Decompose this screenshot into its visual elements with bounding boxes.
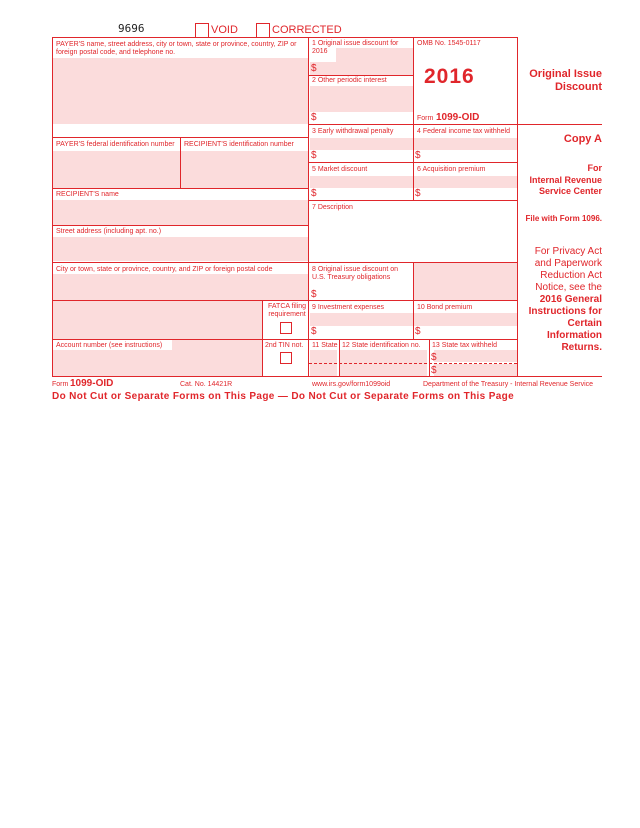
state-dash-row <box>309 363 517 364</box>
sidebar-privacy-3: Reduction Act <box>540 270 602 281</box>
account-fill-2 <box>52 350 262 376</box>
sidebar-privacy-bold-5: Returns. <box>561 342 602 353</box>
box10-fill <box>414 313 518 326</box>
second-tin-checkbox[interactable] <box>280 352 292 364</box>
row-name-end <box>52 225 309 226</box>
box3-dollar: $ <box>311 150 317 161</box>
box1-dollar: $ <box>311 63 317 74</box>
row-box5-end <box>309 200 517 201</box>
row-city-end <box>52 300 517 301</box>
omb-label: OMB No. 1545-0117 <box>417 40 481 47</box>
box4-dollar: $ <box>415 150 421 161</box>
box13-fill <box>434 350 518 362</box>
row-street-end <box>52 262 309 263</box>
box2-label: 2 Other periodic interest <box>312 77 387 84</box>
box5-label: 5 Market discount <box>312 166 368 173</box>
separator-box11 <box>339 339 340 376</box>
box13-fill-2 <box>434 364 518 376</box>
street-fill <box>52 237 309 261</box>
city-fill <box>52 274 309 300</box>
box10-dollar: $ <box>415 326 421 337</box>
recipient-id-fill <box>181 151 309 188</box>
box6-fill <box>414 176 518 188</box>
box13-dollar-2: $ <box>431 365 437 376</box>
corrected-label: CORRECTED <box>272 24 342 36</box>
sidebar-privacy-bold-2: Instructions for <box>528 306 602 317</box>
city-label: City or town, state or province, country, and ZIP or foreign postal code <box>56 266 273 273</box>
box8-fill <box>414 262 518 300</box>
row-box2-end <box>309 124 602 125</box>
box12-label: 12 State identification no. <box>342 342 421 349</box>
box4-fill <box>414 138 518 150</box>
fatca-row-fill <box>52 301 262 339</box>
corrected-checkbox[interactable] <box>256 23 270 38</box>
payer-fed-id-fill <box>52 151 180 188</box>
sidebar-privacy-bold-1: 2016 General <box>539 294 602 305</box>
sidebar-privacy-bold-3: Certain <box>567 318 602 329</box>
box8-label: 8 Original issue discount on U.S. Treasury obligations <box>312 266 398 281</box>
fatca-label: FATCA filing requirement <box>268 303 306 318</box>
separator-right-col <box>517 124 518 376</box>
frame-left <box>52 37 53 377</box>
footer-dept: Department of the Treasury - Internal Revenue Service <box>423 381 594 388</box>
box2-fill <box>310 86 413 112</box>
separator-box12 <box>429 339 430 376</box>
separator-main <box>308 37 309 377</box>
footer-do-not-cut: Do Not Cut or Separate Forms on This Page — Do Not Cut or Separate Forms on This Page <box>52 391 515 402</box>
box11-label: 11 State <box>312 342 338 349</box>
sidebar-title-2: Discount <box>554 81 602 93</box>
box2-dollar: $ <box>311 112 317 123</box>
separator-omb-right <box>517 37 518 124</box>
sidebar-privacy-bold-4: Information <box>547 330 602 341</box>
account-label: Account number (see instructions) <box>56 342 163 349</box>
sidebar-irs-1: Internal Revenue <box>529 175 602 185</box>
box6-label: 6 Acquisition premium <box>417 166 486 173</box>
void-label: VOID <box>211 24 238 36</box>
box9-fill <box>310 313 413 326</box>
sidebar-irs-2: Service Center <box>538 186 602 196</box>
recipient-id-label: RECIPIENT'S identification number <box>184 141 294 148</box>
sidebar-for: For <box>587 163 602 173</box>
sidebar-privacy-4: Notice, see the <box>535 282 602 293</box>
form-name-label: 1099-OID <box>436 112 480 123</box>
box9-label: 9 Investment expenses <box>312 304 384 311</box>
separator-fatca <box>262 300 263 376</box>
box8-dollar: $ <box>311 289 317 300</box>
box4-label: 4 Federal income tax withheld <box>417 128 510 135</box>
sidebar-privacy-1: For Privacy Act <box>534 246 602 257</box>
separator-box1-omb <box>413 37 414 124</box>
street-label: Street address (including apt. no.) <box>56 228 162 235</box>
box1-fill-2 <box>310 62 413 75</box>
box6-dollar: $ <box>415 188 421 199</box>
payer-info-fill <box>52 58 309 124</box>
row-fed-end <box>52 188 309 189</box>
box5-fill <box>310 176 413 188</box>
box9-dollar: $ <box>311 326 317 337</box>
void-checkbox[interactable] <box>195 23 209 38</box>
box13-label: 13 State tax withheld <box>432 342 497 349</box>
footer-form-name: 1099-OID <box>70 378 114 389</box>
footer-cat-no: Cat. No. 14421R <box>180 381 233 388</box>
sidebar-file-with: File with Form 1096. <box>525 214 602 223</box>
box10-label: 10 Bond premium <box>417 304 473 311</box>
recipient-name-fill <box>52 200 309 225</box>
footer-form-prefix: Form <box>52 381 69 388</box>
sidebar-copy: Copy A <box>563 133 602 145</box>
box1-label: 1 Original issue discount for 2016 <box>312 40 399 55</box>
row-box3-end <box>309 162 517 163</box>
row-box1-box2 <box>309 75 413 76</box>
payer-fed-id-label: PAYER'S federal identification number <box>56 141 175 148</box>
frame-top <box>52 37 517 38</box>
box13-dollar-1: $ <box>431 352 437 363</box>
separator-fed-rec <box>180 137 181 188</box>
form-code: 9696 <box>118 22 145 35</box>
box5-dollar: $ <box>311 188 317 199</box>
year-label: 2016 <box>424 65 475 88</box>
frame-bottom <box>52 376 602 377</box>
sidebar-title-1: Original Issue <box>529 68 602 80</box>
footer-url: www.irs.gov/form1099oid <box>312 381 391 388</box>
box7-label: 7 Description <box>312 204 353 211</box>
fatca-checkbox[interactable] <box>280 322 292 334</box>
row-box9-end <box>52 339 517 340</box>
box3-label: 3 Early withdrawal penalty <box>312 128 394 135</box>
row-box7-end <box>309 262 517 263</box>
sidebar-privacy-2: and Paperwork <box>534 258 602 269</box>
payer-info-label: PAYER'S name, street address, city or town, state or province, country, ZIP or foreign postal code, and telephone no. <box>56 41 297 56</box>
row-payer-end <box>52 137 309 138</box>
form-name-prefix: Form <box>417 115 434 122</box>
second-tin-label: 2nd TIN not. <box>265 342 304 349</box>
account-fill <box>172 340 262 350</box>
box3-fill <box>310 138 413 150</box>
recipient-name-label: RECIPIENT'S name <box>56 191 119 198</box>
